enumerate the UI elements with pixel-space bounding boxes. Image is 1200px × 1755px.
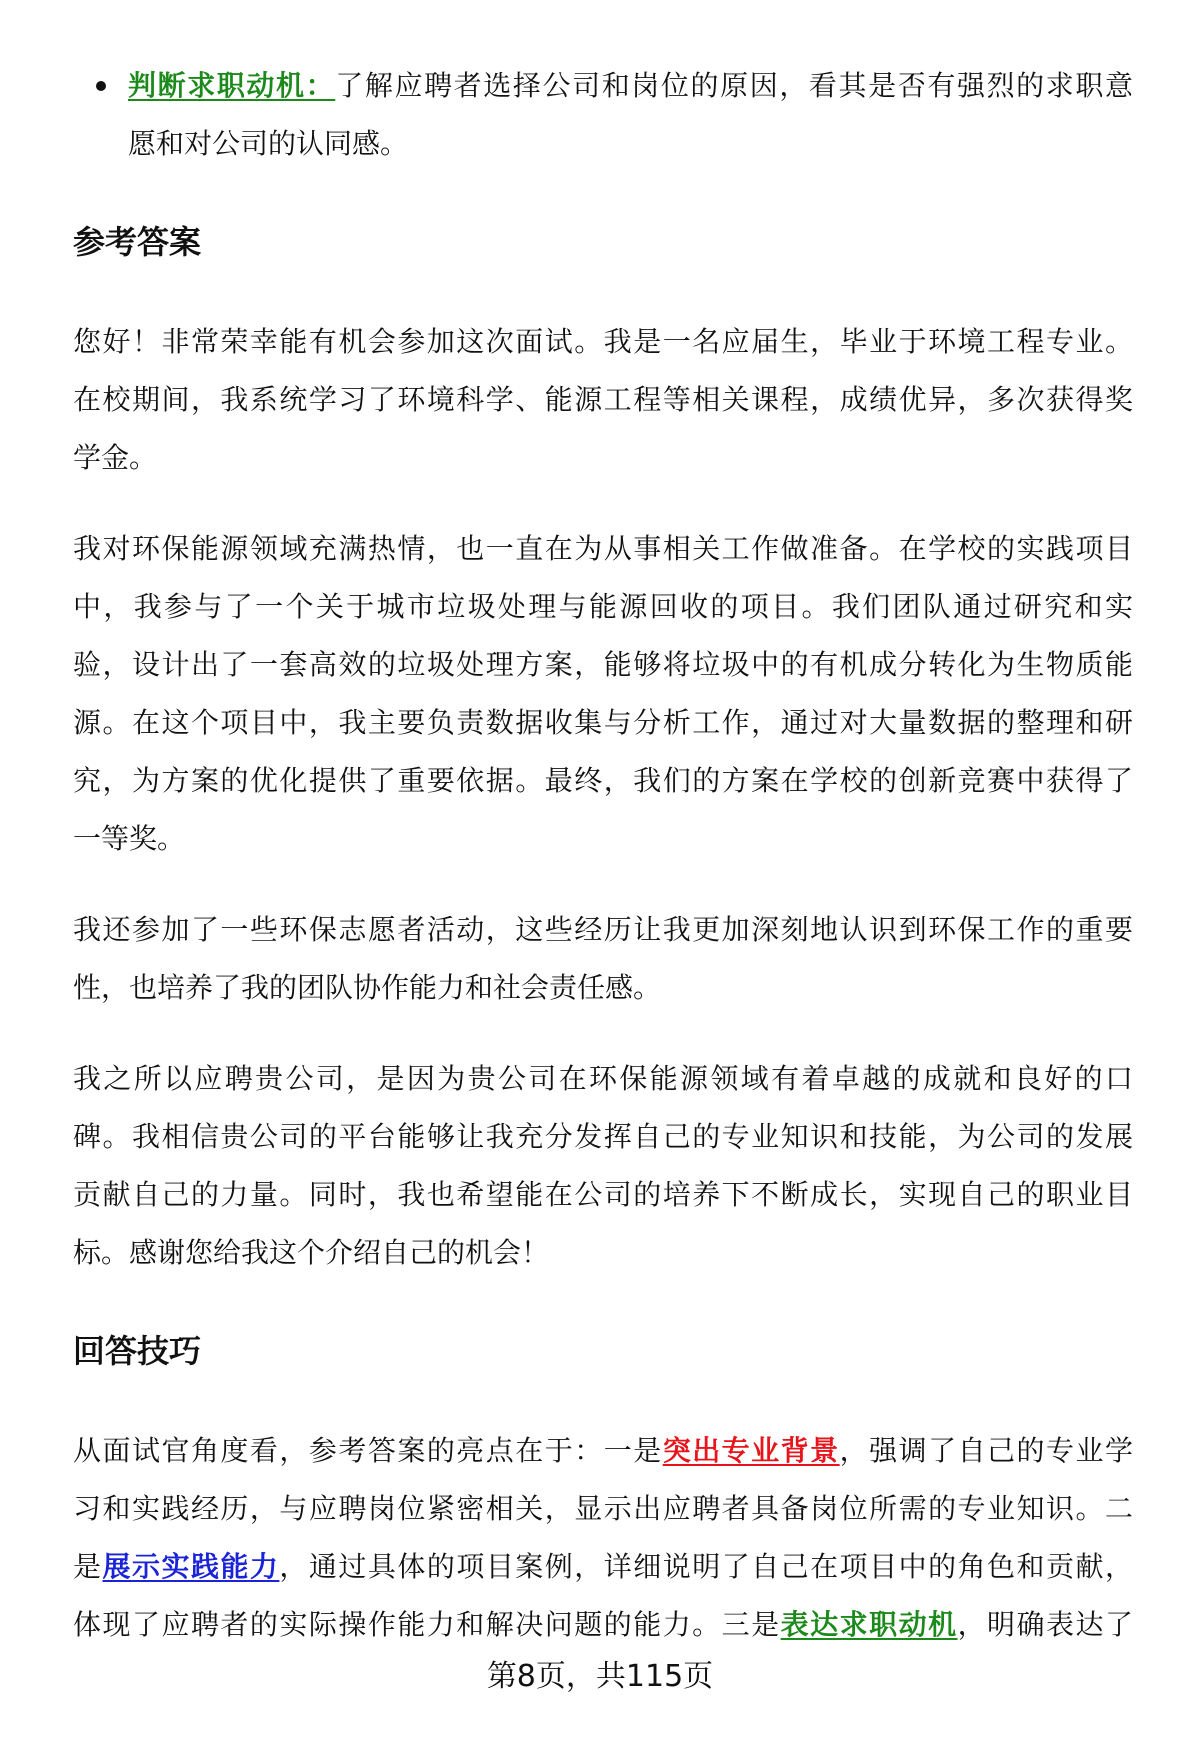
bullet-line: 愿和对公司的认同感。: [128, 127, 409, 160]
tips-line: [73, 1538, 1133, 1596]
answer-paragraph: [73, 1050, 1133, 1282]
answer-paragraph: [73, 520, 1133, 868]
answer-line: 我对环保能源领域充满热情，也一直在为从事相关工作做准备。在学校的实践项目: [73, 532, 1133, 565]
bullet-text: 了解应聘者选择公司和岗位的原因，看其是否有强烈的求职意: [335, 69, 1133, 102]
answer-line: 源。在这个项目中，我主要负责数据收集与分析工作，通过对大量数据的整理和研: [73, 706, 1133, 739]
answer-line: 性，也培养了我的团队协作能力和社会责任感。: [73, 971, 662, 1004]
answer-line: 碑。我相信贵公司的平台能够让我充分发挥自己的专业知识和技能，为公司的发展: [73, 1120, 1133, 1153]
answer-line: 标。感谢您给我这个介绍自己的机会！: [73, 1236, 550, 1269]
highlight-practical-ability[interactable]: 展示实践能力: [102, 1550, 280, 1583]
bullet-item-motivation: [73, 57, 1133, 173]
answer-line: 在校期间，我系统学习了环境科学、能源工程等相关课程，成绩优异，多次获得奖: [73, 383, 1133, 416]
bullet-icon: [96, 81, 106, 91]
text: ，明确表达了: [957, 1608, 1133, 1641]
reference-answer: [73, 313, 1133, 1282]
tips-paragraph: [73, 1422, 1133, 1654]
answer-paragraph: [73, 901, 1133, 1017]
section-heading-reference-answer: 参考答案: [73, 223, 202, 261]
tips-line: 习和实践经历，与应聘岗位紧密相关，显示出应聘者具备岗位所需的专业知识。二: [73, 1492, 1133, 1525]
text: 从面试官角度看，参考答案的亮点在于：一是: [73, 1434, 663, 1467]
answer-line: 一等奖。: [73, 822, 186, 855]
answer-line: 贡献自己的力量。同时，我也希望能在公司的培养下不断成长，实现自己的职业目: [73, 1178, 1133, 1211]
text: ，通过具体的项目案例，详细说明了自己在项目中的角色和贡献，: [279, 1550, 1133, 1583]
answer-line: 我还参加了一些环保志愿者活动，这些经历让我更加深刻地认识到环保工作的重要: [73, 913, 1133, 946]
answer-line: 我之所以应聘贵公司，是因为贵公司在环保能源领域有着卓越的成就和良好的口: [73, 1062, 1133, 1095]
answer-line: 中，我参与了一个关于城市垃圾处理与能源回收的项目。我们团队通过研究和实: [73, 590, 1133, 623]
answer-line: 学金。: [73, 441, 158, 474]
document-page: [73, 57, 1133, 1654]
answer-paragraph: [73, 313, 1133, 487]
answer-line: 验，设计出了一套高效的垃圾处理方案，能够将垃圾中的有机成分转化为生物质能: [73, 648, 1133, 681]
highlight-job-motivation[interactable]: 表达求职动机: [780, 1608, 958, 1641]
section-heading-answer-tips: 回答技巧: [73, 1332, 202, 1370]
text: 体现了应聘者的实际操作能力和解决问题的能力。三是: [73, 1608, 781, 1641]
highlight-motivation-link[interactable]: 判断求职动机：: [128, 69, 336, 102]
tips-line: [73, 1596, 1133, 1654]
page-number: 第8页，共115页: [486, 1659, 714, 1694]
answer-line: 究，为方案的优化提供了重要依据。最终，我们的方案在学校的创新竞赛中获得了: [73, 764, 1133, 797]
text: 是: [73, 1550, 103, 1583]
text: ，强调了自己的专业学: [839, 1434, 1133, 1467]
tips-line: [73, 1422, 1133, 1480]
answer-line: 您好！非常荣幸能有机会参加这次面试。我是一名应届生，毕业于环境工程专业。: [73, 325, 1133, 358]
bullet-line: [128, 57, 1133, 115]
highlight-professional-background[interactable]: 突出专业背景: [662, 1434, 840, 1467]
